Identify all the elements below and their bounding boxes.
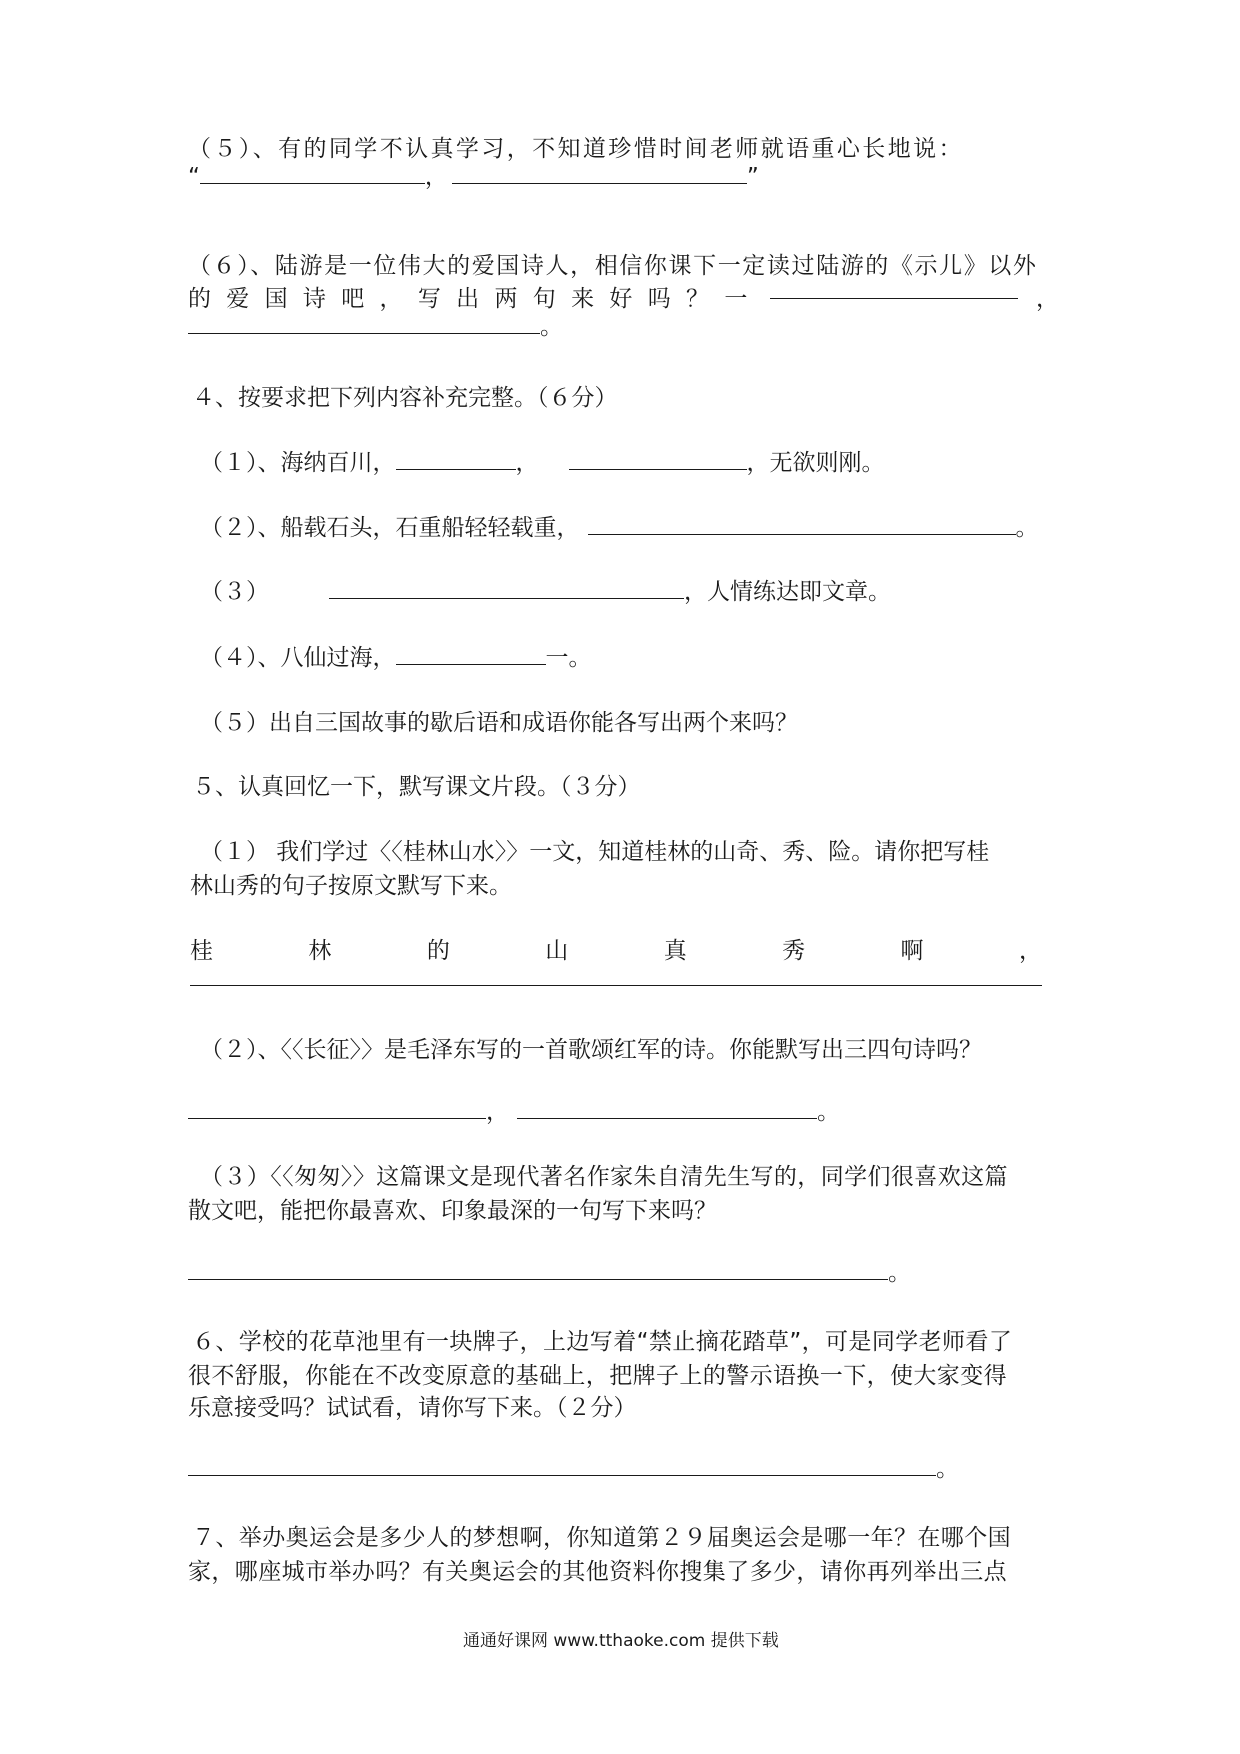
- comma: ，: [515, 450, 539, 476]
- answer-char: 山: [545, 938, 569, 964]
- q5-title: ５、认真回忆一下，默写课文片段。（３分）: [192, 774, 641, 800]
- q4-item1-end: ，无欲则刚。: [746, 450, 885, 476]
- answer-blank[interactable]: [188, 317, 540, 334]
- answer-blank[interactable]: [517, 1102, 817, 1119]
- period: 。: [540, 314, 563, 340]
- q4-item4-end: 一。: [545, 645, 592, 671]
- q5-item3-line2: 散文吧，能把你最喜欢、印象最深的一句写下来吗？: [188, 1198, 717, 1224]
- answer-char: 啊: [900, 938, 924, 964]
- q6-line3: 乐意接受吗？试试看，请你写下来。（２分）: [188, 1395, 637, 1421]
- answer-blank[interactable]: [329, 582, 684, 599]
- q5-item1-line2: 林山秀的句子按原文默写下来。: [190, 873, 512, 899]
- comma: ，: [1036, 286, 1059, 312]
- q4-item3-lead: （３）: [200, 579, 269, 605]
- q3-item6-line1: （６）、陆游是一位伟大的爱国诗人，相信你课下一定读过陆游的《示儿》以外: [188, 253, 1038, 279]
- answer-char: 的: [426, 938, 450, 964]
- answer-char: ，: [1018, 938, 1042, 964]
- close-quote: ”: [746, 164, 759, 190]
- answer-blank[interactable]: [452, 167, 747, 184]
- period: 。: [1015, 515, 1039, 541]
- q4-item4: [200, 647, 592, 670]
- q4-item2-lead: （２）、船载石头，石重船轻轻载重，: [200, 515, 580, 541]
- q3-item5-line1: （５）、有的同学不认真学习，不知道珍惜时间老师就语重心长地说：: [188, 136, 964, 162]
- q5-item1-answer-chars: [190, 940, 1042, 963]
- comma: ，: [424, 164, 448, 190]
- q6-line2: 很不舒服，你能在不改变原意的基础上，把牌子上的警示语换一下，使大家变得: [188, 1363, 1007, 1389]
- q4-item2: [200, 517, 1039, 540]
- period: 。: [817, 1099, 840, 1125]
- open-quote: “: [188, 164, 200, 190]
- q3-item6-text: 的 爱 国 诗 吧 ， 写 出 两 句 来 好 吗 ？ 一: [188, 286, 752, 312]
- q4-item3: [200, 581, 891, 604]
- q4-title: ４、按要求把下列内容补充完整。（６分）: [192, 385, 618, 411]
- q5-item1-line1: （１） 我们学过〈〈桂林山水〉〉一文，知道桂林的山奇、秀、险。请你把写桂: [200, 839, 990, 865]
- answer-char: 林: [308, 938, 332, 964]
- answer-blank[interactable]: [396, 453, 516, 470]
- answer-blank[interactable]: [200, 167, 425, 184]
- answer-blank[interactable]: [188, 1459, 936, 1476]
- period: 。: [888, 1260, 911, 1286]
- q4-item4-lead: （４）、八仙过海，: [200, 645, 396, 671]
- q5-item2-line1: （２）、〈〈长征〉〉是毛泽东写的一首歌颂红军的诗。你能默写出三四句诗吗？: [200, 1037, 982, 1063]
- answer-char: 秀: [782, 938, 806, 964]
- q7-line1: ７、举办奥运会是多少人的梦想啊，你知道第２９届奥运会是哪一年？在哪个国: [192, 1525, 1011, 1551]
- q5-item2-answer-line: [188, 1101, 840, 1124]
- q5-item3-line1: （３）〈〈匆匆〉〉这篇课文是现代著名作家朱自清先生写的，同学们很喜欢这篇: [200, 1164, 1008, 1190]
- q7-line2: 家，哪座城市举办吗？有关奥运会的其他资料你搜集了多少，请你再列举出三点: [188, 1559, 1007, 1585]
- comma: ，: [486, 1099, 509, 1125]
- q3-item5-answer-line: [188, 166, 759, 189]
- answer-blank[interactable]: [396, 648, 546, 665]
- q4-item1-lead: （１）、海纳百川，: [200, 450, 396, 476]
- answer-blank[interactable]: [190, 985, 1042, 986]
- q4-item5: （５）出自三国故事的歇后语和成语你能各写出两个来吗？: [200, 710, 798, 736]
- answer-blank[interactable]: [188, 1263, 888, 1280]
- q4-item3-end: ，人情练达即文章。: [684, 579, 891, 605]
- q4-item1: [200, 452, 885, 475]
- q3-item6-line2: [188, 288, 751, 311]
- answer-char: 桂: [190, 938, 213, 964]
- q6-answer-line: [188, 1458, 959, 1481]
- q6-line1: ６、学校的花草池里有一块牌子，上边写着“禁止摘花踏草”，可是同学老师看了: [192, 1329, 1013, 1355]
- q3-item6-line3: [188, 316, 563, 339]
- answer-blank[interactable]: [588, 518, 1016, 535]
- q5-item3-answer-line: [188, 1262, 911, 1285]
- answer-blank[interactable]: [569, 453, 747, 470]
- page-footer: 通通好课网 www.tthaoke.com 提供下载: [463, 1631, 779, 1651]
- answer-char: 真: [663, 938, 687, 964]
- period: 。: [936, 1456, 959, 1482]
- answer-blank[interactable]: [770, 298, 1018, 299]
- answer-blank[interactable]: [188, 1102, 486, 1119]
